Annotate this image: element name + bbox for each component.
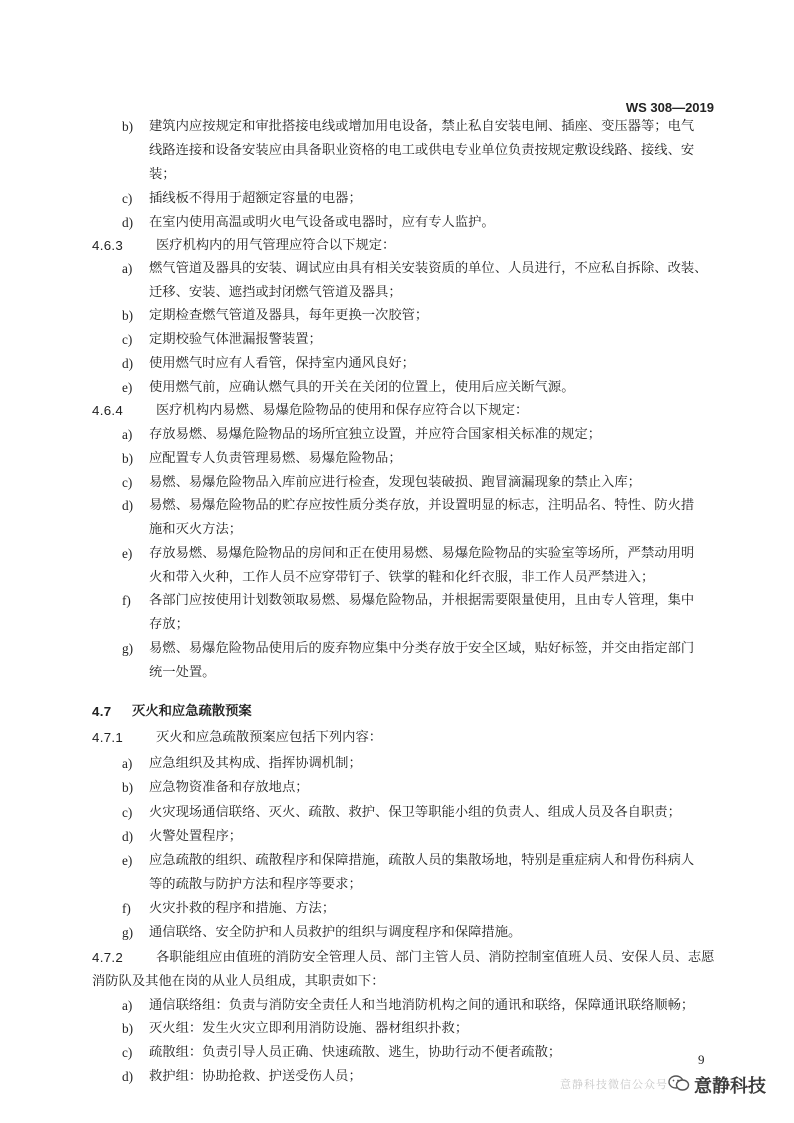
line-text: 存放易燃、易爆危险物品的房间和正在使用易燃、易爆危险物品的实验室等场所，严禁动用明 [149,546,695,561]
line-text: 通信联络组：负责与消防安全责任人和当地消防机构之间的通讯和联络，保障通讯联络顺畅； [149,998,695,1013]
list-item-label: d) [122,1069,134,1084]
standard-number: WS 308—2019 [625,100,714,115]
brand-mark [668,1072,766,1098]
line-text: 应急组织及其构成、指挥协调机制； [149,756,362,771]
line-text: 应急物资准备和存放地点； [149,780,309,795]
list-item-label: b) [122,119,134,134]
list-item-label: e) [122,853,133,868]
line-text: 线路连接和设备安装应由具备职业资格的电工或供电专业单位负责按规定敷设线路、接线、安 [149,143,695,158]
list-item-label: a) [122,427,133,442]
line-text: 应急疏散的组织、疏散程序和保障措施，疏散人员的集散场地，特别是重症病人和骨伤科病人 [149,853,695,868]
line-text: 易燃、易爆危险物品的贮存应按性质分类存放，并设置明显的标志，注明品名、特性、防火措 [149,498,695,513]
list-item-label: a) [122,756,133,771]
line-text: 灭火和应急疏散预案 [132,704,252,719]
clause-number: 4.7 [92,704,112,719]
line-text: 疏散组：负责引导人员正确、快速疏散、逃生，协助行动不便者疏散； [149,1045,562,1060]
list-item-label: g) [122,925,134,940]
line-text: 火警处置程序； [149,829,243,844]
list-item-label: f) [122,593,131,608]
line-text: 易燃、易爆危险物品入库前应进行检查，发现包装破损、跑冒滴漏现象的禁止入库； [149,475,641,490]
line-text: 易燃、易爆危险物品使用后的废弃物应集中分类存放于安全区域，贴好标签，并交由指定部门 [149,641,695,656]
line-text: 医疗机构内的用气管理应符合以下规定： [156,238,396,253]
line-text: 插线板不得用于超额定容量的电器； [149,191,362,206]
list-item-label: b) [122,451,134,466]
line-text: 迁移、安装、遮挡或封闭燃气管道及器具； [149,285,402,300]
list-item-label: f) [122,901,131,916]
page-number: 9 [698,1052,705,1067]
list-item-label: e) [122,546,133,561]
line-text: 各职能组应由值班的消防安全管理人员、部门主管人员、消防控制室值班人员、安保人员、志愿 [156,950,715,965]
line-text: 应配置专人负责管理易燃、易爆危险物品； [149,451,402,466]
line-text: 定期校验气体泄漏报警装置； [149,332,322,347]
list-item-label: b) [122,1021,134,1036]
line-text: 定期检查燃气管道及器具，每年更换一次胶管； [149,308,429,323]
list-item-label: d) [122,215,134,230]
line-text: 统一处置。 [149,665,216,680]
list-item-label: d) [122,829,134,844]
list-item-label: g) [122,641,134,656]
clause-number: 4.6.3 [92,238,124,253]
brand-name: 意静科技 [694,1076,766,1097]
line-text: 灭火组：发生火灾立即利用消防设施、器材组织扑救； [149,1021,469,1036]
watermark-text: 意静科技微信公众号 [560,1078,668,1091]
list-item-label: d) [122,356,134,371]
line-text: 在室内使用高温或明火电气设备或电器时，应有专人监护。 [149,215,495,230]
list-item-label: b) [122,308,134,323]
list-item-label: a) [122,998,133,1013]
line-text: 救护组：协助抢救、护送受伤人员； [149,1069,362,1084]
line-text: 燃气管道及器具的安装、调试应由具有相关安装资质的单位、人员进行，不应私自拆除、改装、 [149,261,708,276]
line-text: 各部门应按使用计划数领取易燃、易爆危险物品，并根据需要限量使用，且由专人管理，集中 [149,593,695,608]
wechat-icon [668,1074,690,1096]
list-item-label: c) [122,191,133,206]
line-text: 等的疏散与防护方法和程序等要求； [149,877,362,892]
line-text: 消防队及其他在岗的从业人员组成，其职责如下： [92,974,385,989]
clause-number: 4.6.4 [92,403,124,418]
line-text: 火和带入火种，工作人员不应穿带钉子、铁掌的鞋和化纤衣服，非工作人员严禁进入； [149,570,655,585]
list-item-label: a) [122,261,133,276]
line-text: 存放； [149,617,189,632]
clause-number: 4.7.1 [92,730,124,745]
line-text: 使用燃气时应有人看管，保持室内通风良好； [149,356,415,371]
line-text: 火灾现场通信联络、灭火、疏散、救护、保卫等职能小组的负责人、组成人员及各自职责； [149,805,681,820]
line-text: 施和灭火方法； [149,522,243,537]
line-text: 火灾扑救的程序和措施、方法； [149,901,336,916]
line-text: 医疗机构内易燃、易爆危险物品的使用和保存应符合以下规定： [156,403,529,418]
list-item-label: c) [122,475,133,490]
list-item-label: c) [122,1045,133,1060]
list-item-label: c) [122,805,133,820]
list-item-label: c) [122,332,133,347]
line-text: 存放易燃、易爆危险物品的场所宜独立设置，并应符合国家相关标准的规定； [149,427,602,442]
line-text: 通信联络、安全防护和人员救护的组织与调度程序和保障措施。 [149,925,522,940]
line-text: 装； [149,167,176,182]
line-text: 灭火和应急疏散预案应包括下列内容： [156,730,383,745]
clause-number: 4.7.2 [92,950,124,965]
list-item-label: e) [122,380,133,395]
list-item-label: d) [122,498,134,513]
line-text: 使用燃气前，应确认燃气具的开关在关闭的位置上，使用后应关断气源。 [149,380,575,395]
list-item-label: b) [122,780,134,795]
line-text: 建筑内应按规定和审批搭接电线或增加用电设备，禁止私自安装电闸、插座、变压器等；电气 [149,119,695,134]
